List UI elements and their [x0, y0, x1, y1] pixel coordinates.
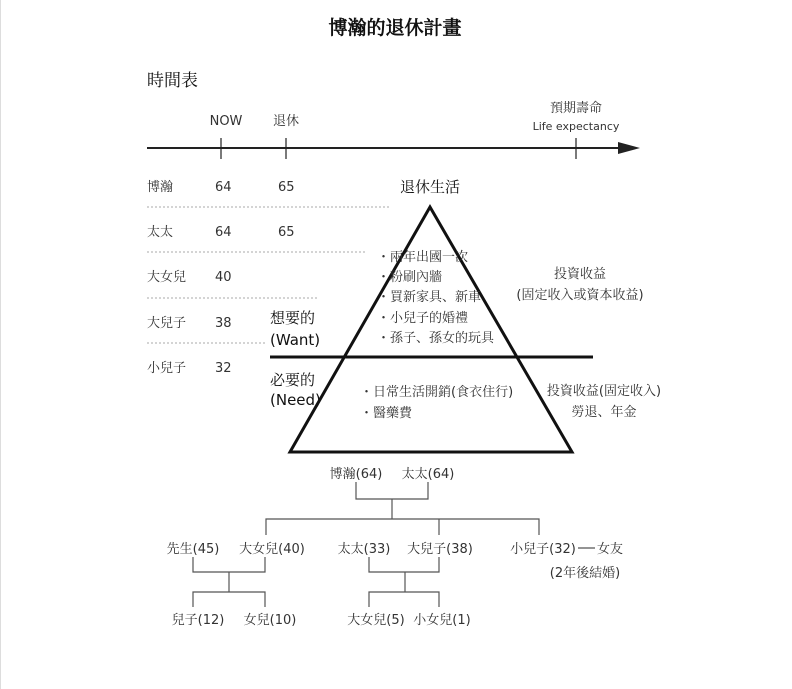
want-source: (固定收入或資本收益): [516, 288, 644, 303]
want-item: ・兩年出國一次: [377, 250, 469, 265]
age-row-now: 64: [215, 180, 232, 195]
family-member: 兒子(12): [171, 613, 225, 628]
age-row-name: 博瀚: [147, 180, 174, 195]
want-label: 想要的: [270, 309, 316, 327]
want-item: ・孫子、孫女的玩具: [377, 331, 495, 346]
want-source: 投資收益: [553, 267, 607, 282]
timeline-now-label: NOW: [209, 114, 243, 129]
age-row-retire: 65: [278, 180, 295, 195]
age-row-name: 大兒子: [147, 316, 187, 331]
want-item: ・買新家具、新車: [377, 290, 482, 305]
age-row-name: 小兒子: [147, 361, 187, 376]
family-member: 大女兒(5): [347, 613, 405, 628]
age-row-name: 太太: [147, 225, 174, 240]
age-row-now: 32: [215, 361, 232, 376]
need-label: 必要的: [270, 371, 316, 389]
marriage-note: (2年後結婚): [549, 566, 621, 581]
need-en-label: (Need): [270, 391, 321, 409]
family-member: 小兒子(32): [510, 542, 576, 557]
family-member: 太太(64): [401, 467, 455, 482]
need-items: [360, 384, 513, 421]
age-row-retire: 65: [278, 225, 295, 240]
age-row-name: 大女兒: [147, 270, 187, 285]
family-member: 女兒(10): [243, 613, 297, 628]
want-item: ・粉刷內牆: [377, 270, 443, 285]
want-en-label: (Want): [270, 331, 321, 349]
timeline-life-en-label: Life expectancy: [532, 120, 620, 133]
age-row-now: 64: [215, 225, 232, 240]
need-item: ・日常生活開銷(食衣住行): [360, 385, 514, 400]
family-member: 女友: [596, 542, 624, 557]
arrow-right-icon: [618, 142, 640, 154]
need-source: 投資收益(固定收入): [546, 384, 662, 399]
want-item: ・小兒子的婚禮: [377, 311, 469, 326]
need-source: 勞退、年金: [571, 405, 637, 420]
need-item: ・醫藥費: [360, 406, 413, 421]
family-member: 小女兒(1): [413, 613, 471, 628]
family-member: 大兒子(38): [407, 542, 473, 557]
timeline-axis: [147, 138, 640, 159]
age-row-now: 40: [215, 270, 232, 285]
needs-pyramid: [290, 207, 572, 452]
timeline-life-label: 預期壽命: [549, 101, 603, 116]
family-member: 博瀚(64): [329, 467, 383, 482]
want-items: [377, 249, 495, 346]
ages-table: [147, 179, 390, 376]
pyramid-heading: 退休生活: [399, 178, 461, 196]
family-member: 先生(45): [166, 542, 220, 557]
timeline-retire-label: 退休: [272, 114, 300, 129]
family-member: 大女兒(40): [239, 542, 305, 557]
timeline-heading: 時間表: [147, 71, 198, 91]
age-row-now: 38: [215, 316, 232, 331]
page-title: 博瀚的退休計畫: [328, 17, 462, 39]
family-member: 太太(33): [337, 542, 391, 557]
